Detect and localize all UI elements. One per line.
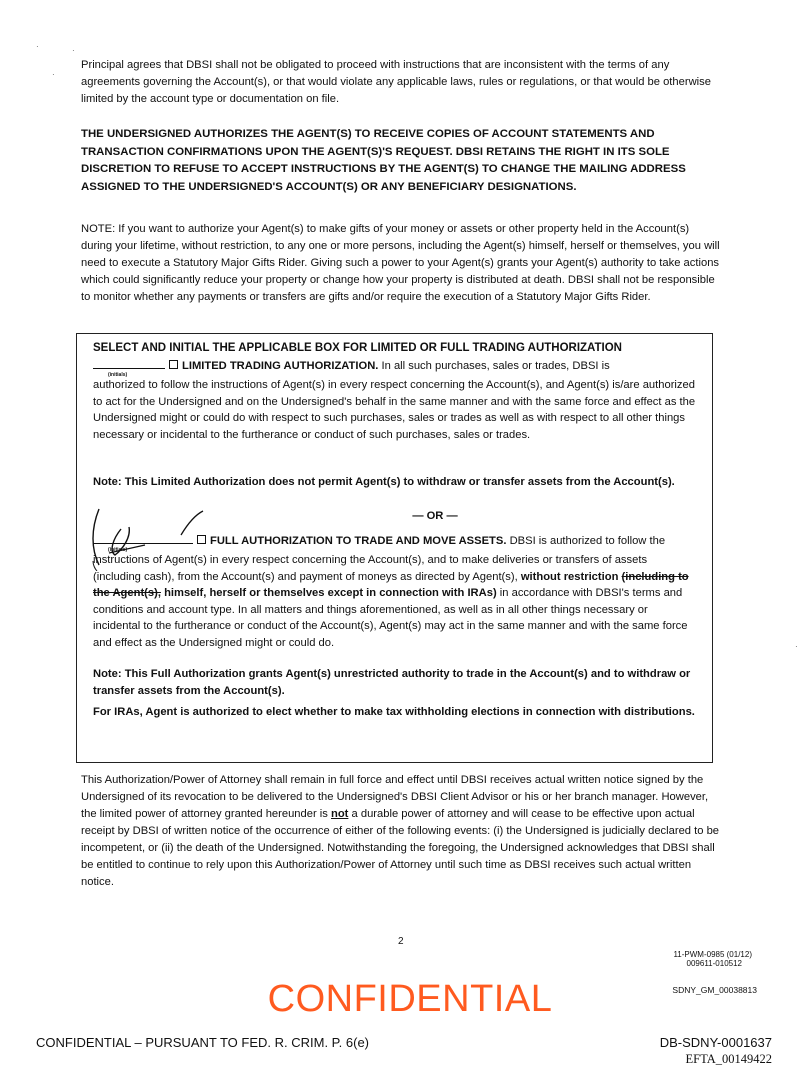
form-code [673, 950, 752, 968]
efta-number: EFTA_00149422 [685, 1052, 772, 1066]
limited-note: Note: This Limited Authorization does not permit Agent(s) to withdraw or transfer assets from the Account(s). [93, 476, 675, 488]
closing-paragraph [81, 772, 721, 891]
closing-part-1: This Authorization/Power of Attorney shall remain in full force and effect until DBSI receives actual written notice signed by the Undersigned of its revocation to be delivered to the Undersigned's DBSI Client Advisor or his or her branch manager. However, the limited power of attorney granted hereunder is [81, 774, 709, 820]
full-note: Note: This Full Authorization grants Agent(s) unrestricted authority to trade in the Account(s) and to withdraw or transfer assets from the Account(s). [93, 668, 691, 697]
bates-sdny-gm: SDNY_GM_00038813 [672, 985, 757, 995]
authorization-caps-paragraph: THE UNDERSIGNED AUTHORIZES THE AGENT(S) TO RECEIVE COPIES OF ACCOUNT STATEMENTS AND TRANSACTION CONFIRMATIONS UPON THE AGENT(S)'S REQUEST. DBSI RETAINS THE RIGHT IN ITS SOLE DISCRETION TO REFUSE TO ACCEPT INSTRUCTIONS BY THE AGENT(S) TO CHANGE THE MAILING ADDRESS ASSIGNED TO THE UNDERSIGNED'S ACCOUNT(S) OR ANY BENEFICIARY DESIGNATIONS. [81, 128, 686, 193]
page-number: 2 [398, 936, 404, 947]
confidential-stamp: CONFIDENTIAL [267, 978, 553, 1020]
full-checkbox[interactable] [197, 535, 206, 544]
form-code-line-1: 11-PWM-0985 (01/12) [673, 950, 752, 959]
limited-authorization-option [93, 358, 697, 375]
full-body-struck-text: (including to the Agent(s), [93, 570, 689, 600]
full-initials-label: (initials) [108, 547, 128, 553]
bates-db: DB-SDNY-0001637 [659, 1035, 772, 1050]
scan-speck: · [52, 70, 55, 79]
limited-lead: In all such purchases, sales or trades, DBSI is [381, 360, 610, 372]
limited-body: authorized to follow the instructions of Agent(s) in every respect concerning the Account(s), and Agent(s) is/are authorized to act for the Undersigned and on the Undersigned's behalf in the same manner and with the same force and effect as the Undersigned might or could do with respect to such purchases, sales or trades as well as with respect to all other things necessary or incidental to the furtherance or conduct of such purchases, sales or trades. [93, 379, 696, 441]
closing-not: not [331, 808, 349, 820]
full-initials-line[interactable] [93, 543, 193, 544]
or-divider: — OR — [412, 510, 458, 522]
box-heading: SELECT AND INITIAL THE APPLICABLE BOX FOR LIMITED OR FULL TRADING AUTHORIZATION [93, 342, 622, 354]
full-body-part-1: instructions of Agent(s) in every respect concerning the Account(s), and to make deliveries or transfers of assets (including cash), from the Account(s) and payment of moneys as directed by Agent(s), [93, 554, 648, 583]
limited-title: LIMITED TRADING AUTHORIZATION. [182, 360, 379, 372]
scan-speck: · [795, 642, 798, 651]
limited-initials-line[interactable] [93, 368, 165, 369]
limited-checkbox[interactable] [169, 360, 178, 369]
confidential-notice: CONFIDENTIAL – PURSUANT TO FED. R. CRIM. P. 6(e) [36, 1035, 370, 1050]
full-title: FULL AUTHORIZATION TO TRADE AND MOVE ASSETS. [210, 535, 507, 547]
bates-block [660, 1035, 772, 1067]
full-authorization-option [93, 533, 697, 550]
limited-initials-label: (initials) [108, 372, 128, 378]
full-body-part-2: in accordance with DBSI's terms and conditions and account type. In all matters and things aforementioned, as well as in all other things necessary or incidental to the furtherance or conduct of the Account(s), Agent(s) may act in the same manner and with the same force and effect as the Undersigned might or could do. [93, 587, 688, 649]
scan-speck: · [36, 42, 39, 51]
principal-paragraph: Principal agrees that DBSI shall not be obligated to proceed with instructions that are inconsistent with the terms of any agreements governing the Account(s), or that would violate any applicable laws, rules or regulations, or that would be otherwise limited by the account type or documentation on file. [81, 59, 711, 105]
ira-note: For IRAs, Agent is authorized to elect whether to make tax withholding elections in connection with distributions. [93, 706, 695, 718]
full-body-bold-1: without restriction [520, 570, 619, 583]
full-body-bold-2: himself, herself or themselves except in connection with IRAs) [164, 587, 497, 600]
full-body [93, 552, 697, 652]
scan-speck: · [72, 46, 75, 55]
note-paragraph: NOTE: If you want to authorize your Agent(s) to make gifts of your money or assets or other property held in the Account(s) during your lifetime, without restriction, to any one or more persons, including the Agent(s) himself, herself or themselves, you will need to execute a Statutory Major Gifts Rider. Giving such a power to your Agent(s) grants your Agent(s) authority to take actions which could significantly reduce your property or change how your property is distributed at death. DBSI shall not be responsible to monitor whether any payments or transfers are gifts and/or require the execution of a Statutory Major Gifts Rider. [81, 223, 720, 303]
closing-part-2: a durable power of attorney and will cease to be effective upon actual receipt by DBSI of written notice of the occurrence of either of the following events: (i) the Undersigned is judicially declared to be incompetent, or (ii) the death of the Undersigned. Notwithstanding the foregoing, the Undersigned acknowledges that DBSI shall be entitled to continue to rely upon this Authorization/Power of Attorney until such time as DBSI receives such actual written notice. [81, 808, 720, 888]
full-lead: DBSI is authorized to follow the [509, 535, 666, 547]
form-code-line-2: 009611-010512 [686, 959, 742, 968]
authorization-selection-box [76, 333, 713, 763]
